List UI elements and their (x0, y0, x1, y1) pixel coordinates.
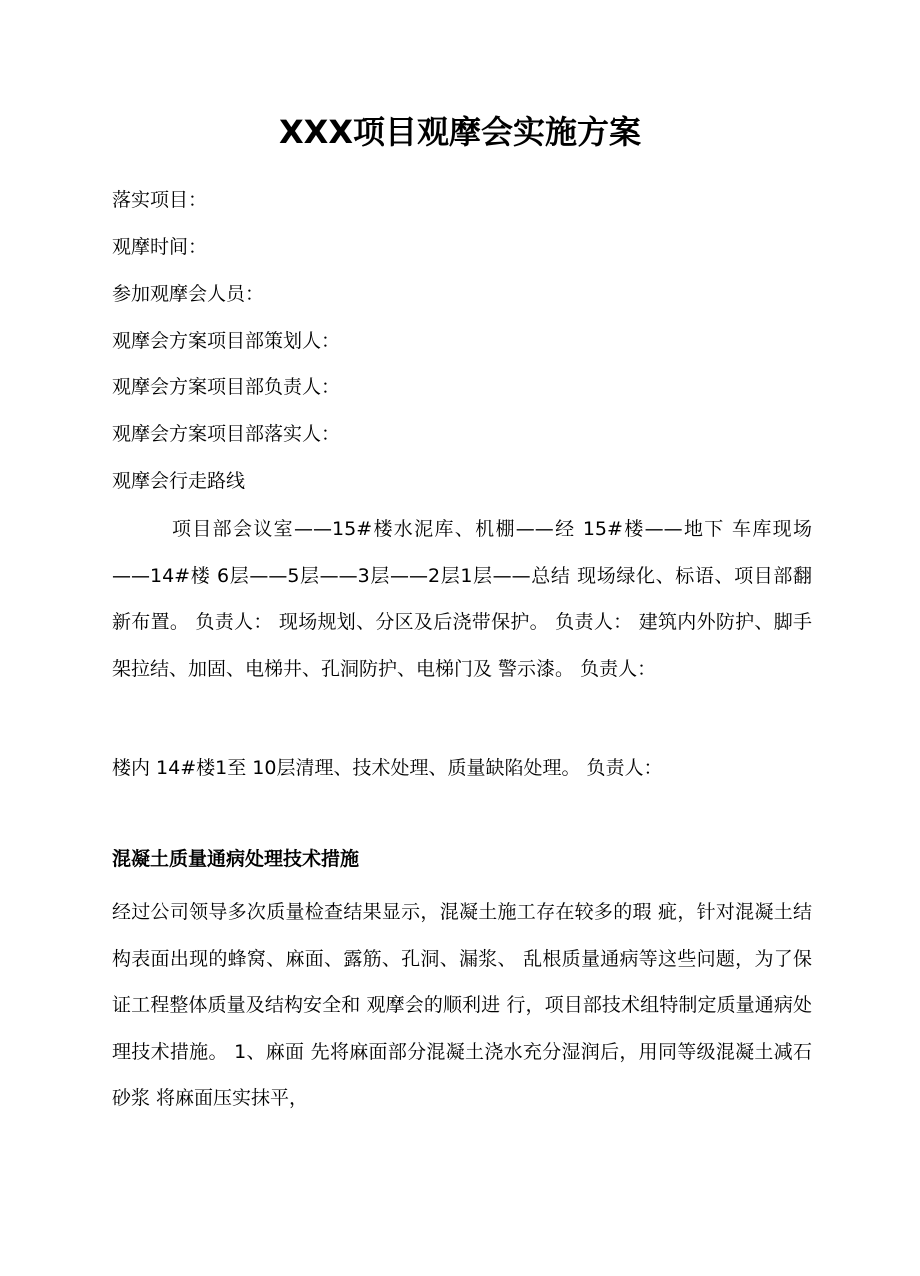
field-time: 观摩时间： (112, 236, 208, 258)
field-responsible: 观摩会方案项目部负责人： (112, 376, 341, 398)
section-heading: 混凝土质量通病处理技术措施 (112, 848, 360, 870)
route-paragraph: 项目部会议室——15#楼水泥库、机棚——经 15#楼——地下 车库现场——14#楼 6层——5层——3层——2层1层——总结 现场绿化、标语、项目部翻新布置。 负责人： 现场规划、分区及后浇带保护。 负责人： 建筑内外防护、脚手架拉结、加固、电梯井、孔洞防护、电梯门及 警示漆。 负责人： (112, 518, 812, 680)
field-route: 观摩会行走路线 (112, 470, 246, 492)
route-last-line: 楼内 14#楼1至 10层清理、技术处理、质量缺陷处理。 负责人： (112, 757, 663, 779)
field-implementer: 观摩会方案项目部落实人： (112, 423, 341, 445)
field-attendees: 参加观摩会人员： (112, 283, 265, 305)
section-paragraph: 经过公司领导多次质量检查结果显示，混凝土施工存在较多的瑕 疵，针对混凝土结构表面出现的蜂窝、麻面、露筋、孔洞、漏浆、 乱根质量通病等这些问题，为了保证工程整体质量及结构安全和 观摩会的顺利进 行，项目部技术组特制定质量通病处理技术措施。 1、麻面 先将麻面部分混凝土浇水充分湿润后，用同等级混凝土减石砂浆 将麻面压实抹平， (112, 901, 812, 1109)
field-planner: 观摩会方案项目部策划人： (112, 330, 341, 352)
field-project: 落实项目： (112, 189, 208, 211)
document-title: XXX项目观摩会实施方案 (278, 113, 642, 151)
